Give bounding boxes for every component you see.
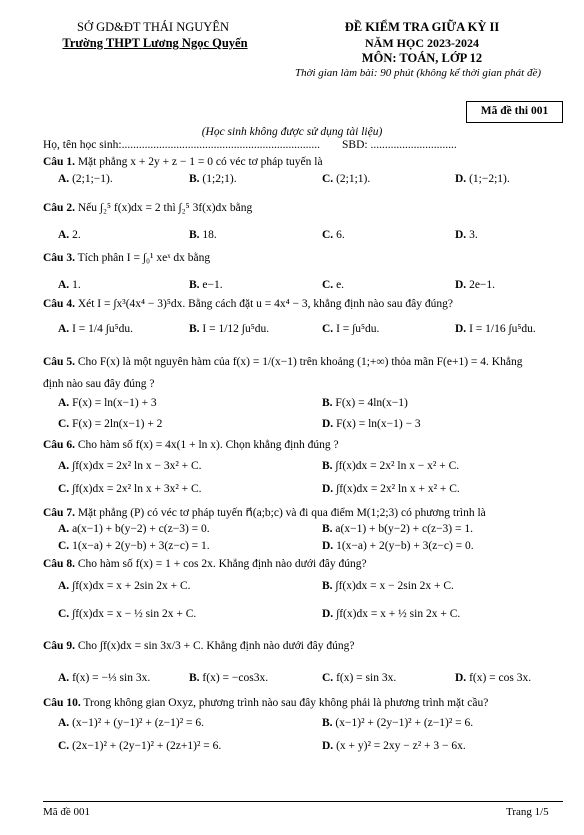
question-label: Câu 4.	[43, 298, 75, 310]
question-6	[43, 439, 339, 451]
question-text: Cho ∫f(x)dx = sin 3x/3 + C. Khẳng định nào dưới đây đúng?	[77, 640, 355, 652]
option-b: B. a(x−1) + b(y−2) + c(z−3) = 1.	[322, 523, 474, 535]
no-materials-note: (Học sinh không được sử dụng tài liệu)	[201, 126, 383, 138]
option-c: C. 6.	[322, 229, 345, 241]
option-a: A. 2.	[58, 229, 81, 241]
question-label: Câu 5.	[43, 356, 75, 368]
time-note: Thời gian làm bài: 90 phút (không kể thời gian phát đề)	[294, 67, 542, 79]
question-text: Nếu ∫₂⁵ f(x)dx = 2 thì ∫₂⁵ 3f(x)dx bằng	[77, 202, 253, 214]
option-d: D. ∫f(x)dx = x + ½ sin 2x + C.	[322, 608, 461, 620]
option-b: B. f(x) = −cos3x.	[189, 672, 269, 684]
option-a: A. I = 1/4 ∫u⁵du.	[58, 323, 133, 335]
option-a: A. 1.	[58, 279, 81, 291]
option-d: D. (1;−2;1).	[455, 173, 510, 185]
question-label: Câu 8.	[43, 558, 75, 570]
question-5-continued: định nào sau đây đúng ?	[43, 378, 155, 390]
school-name: Trường THPT Lương Ngọc Quyến	[62, 36, 248, 50]
footer-divider	[43, 801, 563, 802]
option-a: A. F(x) = ln(x−1) + 3	[58, 397, 157, 409]
option-b: B. (1;2;1).	[189, 173, 237, 185]
footer-page-number: Trang 1/5	[506, 806, 549, 818]
option-b: B. ∫f(x)dx = 2x² ln x − x² + C.	[322, 460, 460, 472]
question-2	[43, 202, 252, 214]
option-a: A. (x−1)² + (y−1)² + (z−1)² = 6.	[58, 717, 205, 729]
question-label: Câu 3.	[43, 252, 75, 264]
option-a: A. f(x) = −⅓ sin 3x.	[58, 672, 151, 684]
option-a: A. (2;1;−1).	[58, 173, 113, 185]
option-a: A. ∫f(x)dx = x + 2sin 2x + C.	[58, 580, 191, 592]
school-year: NĂM HỌC 2023-2024	[365, 36, 479, 50]
question-text: Mặt phẳng x + 2y + z − 1 = 0 có véc tơ pháp tuyến là	[77, 156, 323, 168]
option-c: C. 1(x−a) + 2(y−b) + 3(z−c) = 1.	[58, 540, 210, 552]
student-name-line: Họ, tên học sinh:.....................................................................	[43, 139, 320, 151]
option-c: C. e.	[322, 279, 345, 291]
question-label: Câu 6.	[43, 439, 75, 451]
footer-exam-code: Mã đề 001	[43, 806, 91, 818]
option-d: D. f(x) = cos 3x.	[455, 672, 532, 684]
question-text: Mặt phẳng (P) có véc tơ pháp tuyến n⃗(a;b;c) và đi qua điểm M(1;2;3) có phương trình là	[77, 507, 486, 519]
option-a: A. a(x−1) + b(y−2) + c(z−3) = 0.	[58, 523, 210, 535]
question-text: Xét I = ∫x³(4x⁴ − 3)⁵dx. Bằng cách đặt u = 4x⁴ − 3, khẳng định nào sau đây đúng?	[77, 298, 453, 310]
option-d: D. F(x) = ln(x−1) − 3	[322, 418, 421, 430]
option-c: C. (2;1;1).	[322, 173, 371, 185]
question-4	[43, 298, 453, 310]
question-text: Trong không gian Oxyz, phương trình nào sau đây không phải là phương trình mặt cầu?	[83, 697, 489, 709]
question-label: Câu 1.	[43, 156, 75, 168]
question-label: Câu 10.	[43, 697, 81, 709]
sbd-line: SBD: ..............................	[342, 139, 457, 151]
question-text: Cho hàm số f(x) = 1 + cos 2x. Khẳng định nào dưới đây đúng?	[77, 558, 367, 570]
question-3	[43, 252, 210, 264]
question-label: Câu 7.	[43, 507, 75, 519]
department-name: SỞ GD&ĐT THÁI NGUYÊN	[77, 20, 229, 34]
question-label: Câu 9.	[43, 640, 75, 652]
option-b: B. 18.	[189, 229, 217, 241]
exam-title: ĐỀ KIỂM TRA GIỮA KỲ II	[344, 20, 500, 34]
option-a: A. ∫f(x)dx = 2x² ln x − 3x² + C.	[58, 460, 202, 472]
option-b: B. (x−1)² + (2y−1)² + (z−1)² = 6.	[322, 717, 474, 729]
question-label: Câu 2.	[43, 202, 75, 214]
option-c: C. ∫f(x)dx = 2x² ln x + 3x² + C.	[58, 483, 202, 495]
option-c: C. ∫f(x)dx = x − ½ sin 2x + C.	[58, 608, 197, 620]
subject-title: MÔN: TOÁN, LỚP 12	[361, 51, 483, 65]
option-c: C. I = ∫u⁵du.	[322, 323, 380, 335]
option-d: D. 2e−1.	[455, 279, 496, 291]
exam-code-box: Mã đề thi 001	[466, 101, 563, 123]
option-b: B. e−1.	[189, 279, 223, 291]
option-c: C. f(x) = sin 3x.	[322, 672, 397, 684]
option-d: D. (x + y)² = 2xy − z² + 3 − 6x.	[322, 740, 466, 752]
question-8	[43, 558, 367, 570]
option-b: B. F(x) = 4ln(x−1)	[322, 397, 408, 409]
question-1	[43, 156, 323, 168]
option-c: C. (2x−1)² + (2y−1)² + (2z+1)² = 6.	[58, 740, 222, 752]
question-9	[43, 640, 354, 652]
question-7	[43, 505, 486, 519]
option-b: B. ∫f(x)dx = x − 2sin 2x + C.	[322, 580, 454, 592]
question-10	[43, 697, 488, 709]
option-d: D. ∫f(x)dx = 2x² ln x + x² + C.	[322, 483, 460, 495]
option-d: D. 1(x−a) + 2(y−b) + 3(z−c) = 0.	[322, 540, 474, 552]
question-text: Tích phân I = ∫₀¹ xeˣ dx bằng	[77, 252, 211, 264]
question-5	[43, 356, 522, 368]
option-d: D. I = 1/16 ∫u⁵du.	[455, 323, 536, 335]
question-text: Cho hàm số f(x) = 4x(1 + ln x). Chọn khẳng định đúng ?	[77, 439, 339, 451]
option-c: C. F(x) = 2ln(x−1) + 2	[58, 418, 163, 430]
option-b: B. I = 1/12 ∫u⁵du.	[189, 323, 270, 335]
option-d: D. 3.	[455, 229, 478, 241]
question-text: Cho F(x) là một nguyên hàm của f(x) = 1/(x−1) trên khoảng (1;+∞) thỏa mãn F(e+1) = 4. Khẳng	[77, 356, 523, 368]
